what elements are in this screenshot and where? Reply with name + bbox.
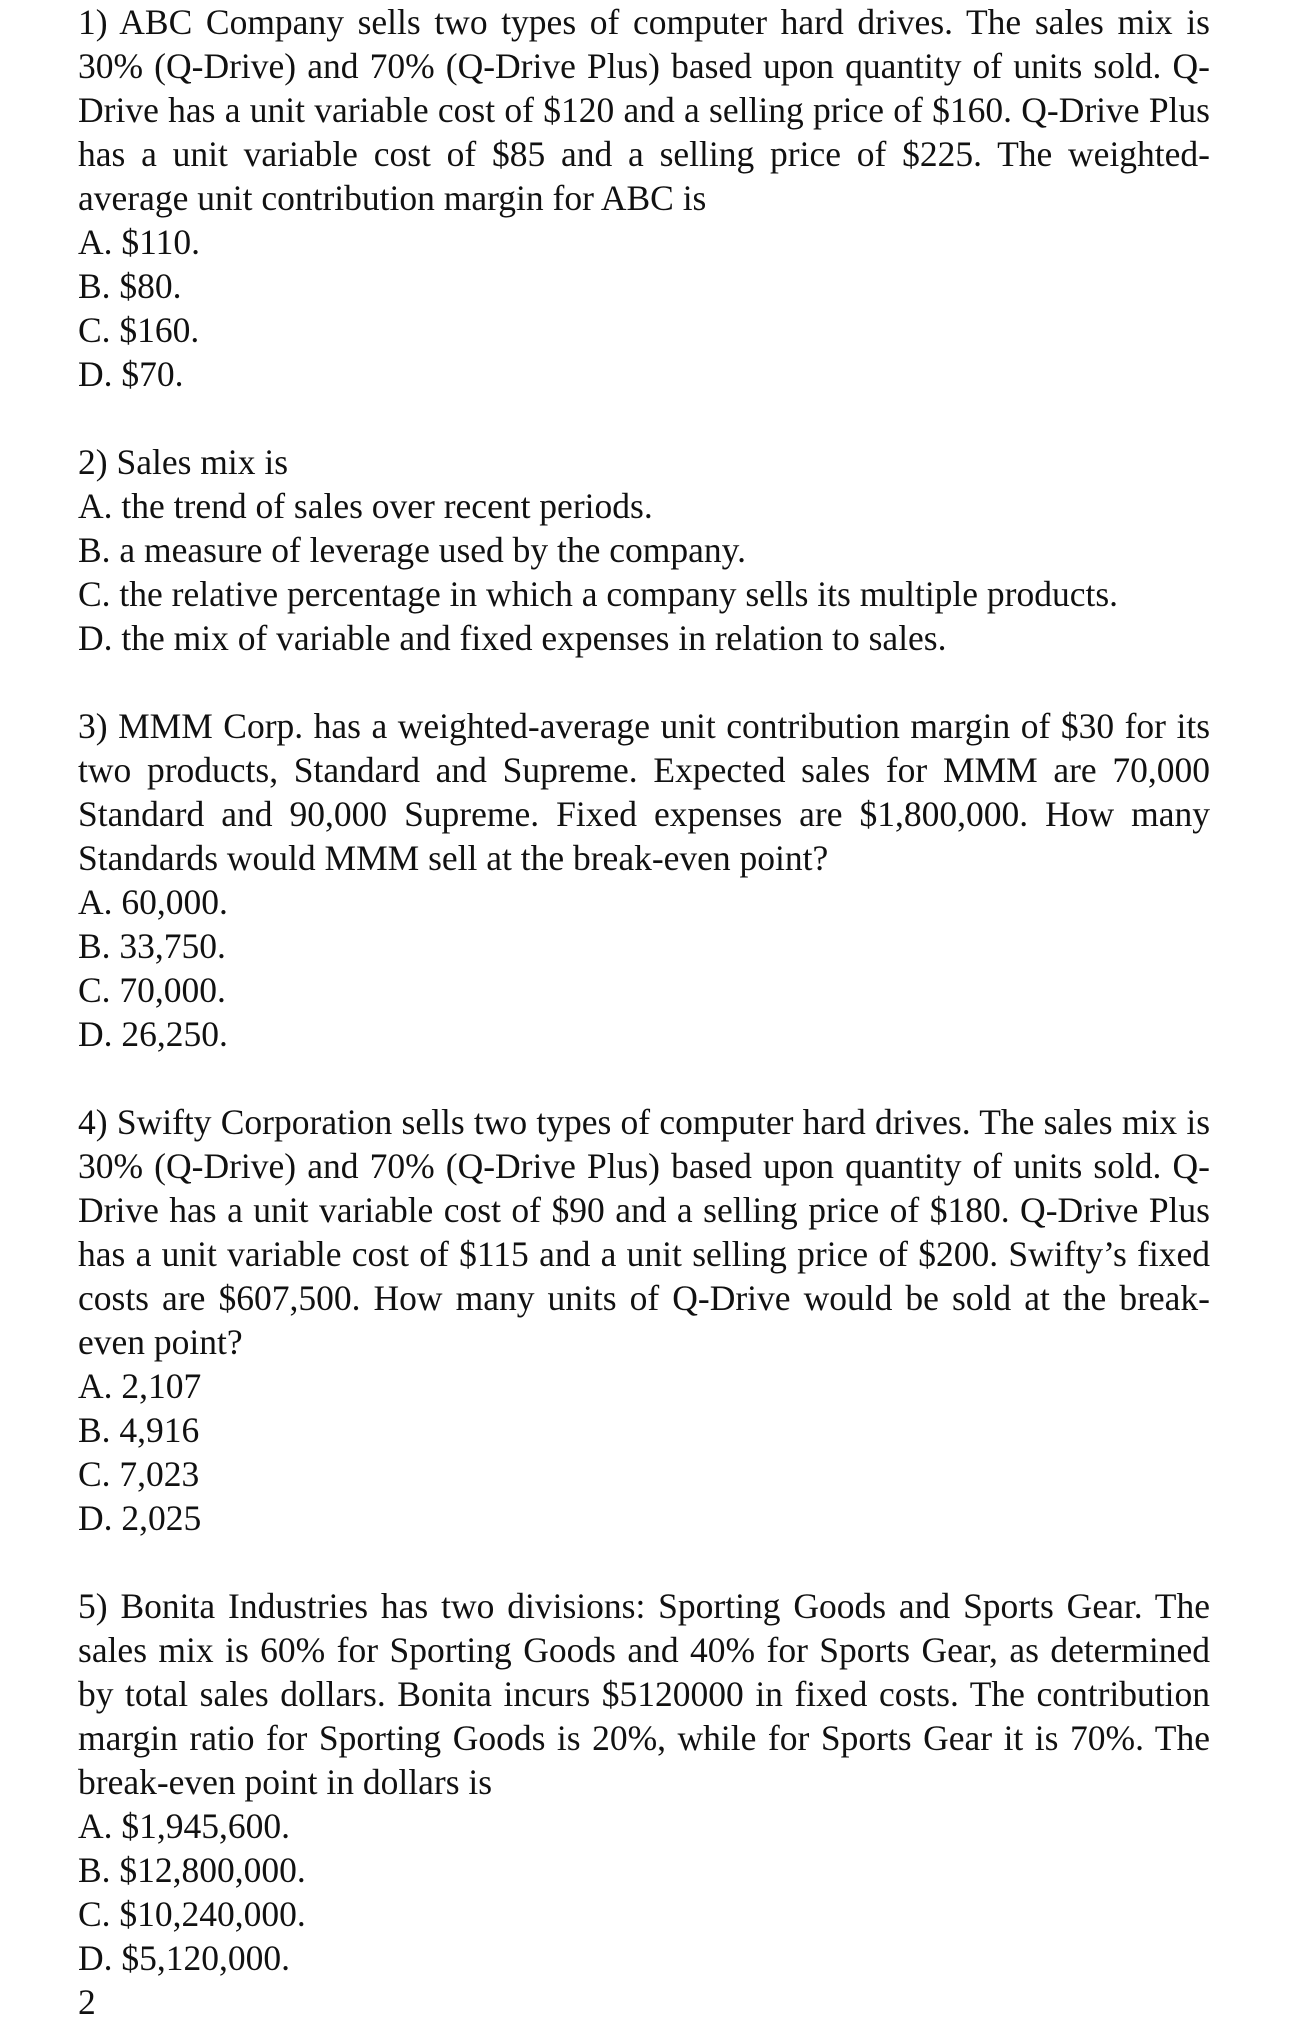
answer-choices [78,1804,1210,1980]
answer-choice-a: A. $110. [78,222,200,262]
answer-choice-d: D. 2,025 [78,1498,202,1538]
answer-choice-d: D. 26,250. [78,1014,228,1054]
question-2 [78,440,1210,660]
answer-choice-a: A. 2,107 [78,1366,202,1406]
answer-choice-c: C. $10,240,000. [78,1894,306,1934]
question-text: Swifty Corporation sells two types of computer hard drives. The sales mix is 30% (Q-Drive) and 70% (Q-Drive Plus) based upon quantity of units sold. Q-Drive has a unit variable cost of $90 and a selling price of $180. Q-Drive Plus has a unit variable cost of $115 and a unit selling price of $200. Swifty’s fixed costs are $607,500. How many units of Q-Drive would be sold at the break-even point? [78,1102,1211,1362]
question-text: Sales mix is [116,442,289,482]
question-4 [78,1100,1210,1540]
answer-choice-b: B. 4,916 [78,1410,200,1450]
answer-choice-b: B. 33,750. [78,926,226,966]
answer-choice-a: A. the trend of sales over recent periods. [78,486,653,526]
question-text: ABC Company sells two types of computer hard drives. The sales mix is 30% (Q-Drive) and 70% (Q-Drive Plus) based upon quantity of units sold. Q-Drive has a unit variable cost of $120 and a selling price of $160. Q-Drive Plus has a unit variable cost of $85 and a selling price of $225. The weighted-average unit contribution margin for ABC is [78,2,1210,218]
answer-choice-b: B. $80. [78,266,182,306]
answer-choice-d: D. $70. [78,354,184,394]
answer-choice-d: D. $5,120,000. [78,1938,291,1978]
question-number: 2) [78,442,108,482]
question-stem [78,1584,1210,1804]
answer-choice-b: B. $12,800,000. [78,1850,306,1890]
question-3 [78,704,1210,1056]
answer-choice-c: C. $160. [78,310,200,350]
question-stem [78,704,1210,880]
answer-choices [78,484,1210,660]
answer-choices [78,220,1210,396]
page-number: 2 [78,1982,96,2022]
answer-choice-a: A. 60,000. [78,882,228,922]
answer-choice-c: C. the relative percentage in which a company sells its multiple products. [78,574,1119,614]
question-stem [78,440,1210,484]
question-number: 3) [78,706,108,746]
answer-choice-a: A. $1,945,600. [78,1806,291,1846]
question-stem [78,1100,1210,1364]
question-text: Bonita Industries has two divisions: Sporting Goods and Sports Gear. The sales mix is 60% for Sporting Goods and 40% for Sports Gear, as determined by total sales dollars. Bonita incurs $5120000 in fixed costs. The contribution margin ratio for Sporting Goods is 20%, while for Sports Gear it is 70%. The break-even point in dollars is [78,1586,1211,1802]
question-number: 5) [78,1586,108,1626]
answer-choice-d: D. the mix of variable and fixed expenses in relation to sales. [78,618,947,658]
question-text: MMM Corp. has a weighted-average unit contribution margin of $30 for its two products, Standard and Supreme. Expected sales for MMM are 70,000 Standard and 90,000 Supreme. Fixed expenses are $1,800,000. How many Standards would MMM sell at the break-even point? [78,706,1211,878]
answer-choices [78,880,1210,1056]
answer-choice-b: B. a measure of leverage used by the company. [78,530,746,570]
question-1 [78,0,1210,396]
answer-choices [78,1364,1210,1540]
question-stem [78,0,1210,220]
question-5 [78,1584,1210,1980]
question-number: 1) [78,2,108,42]
answer-choice-c: C. 7,023 [78,1454,200,1494]
document-page [78,0,1210,2024]
answer-choice-c: C. 70,000. [78,970,226,1010]
question-number: 4) [78,1102,108,1142]
